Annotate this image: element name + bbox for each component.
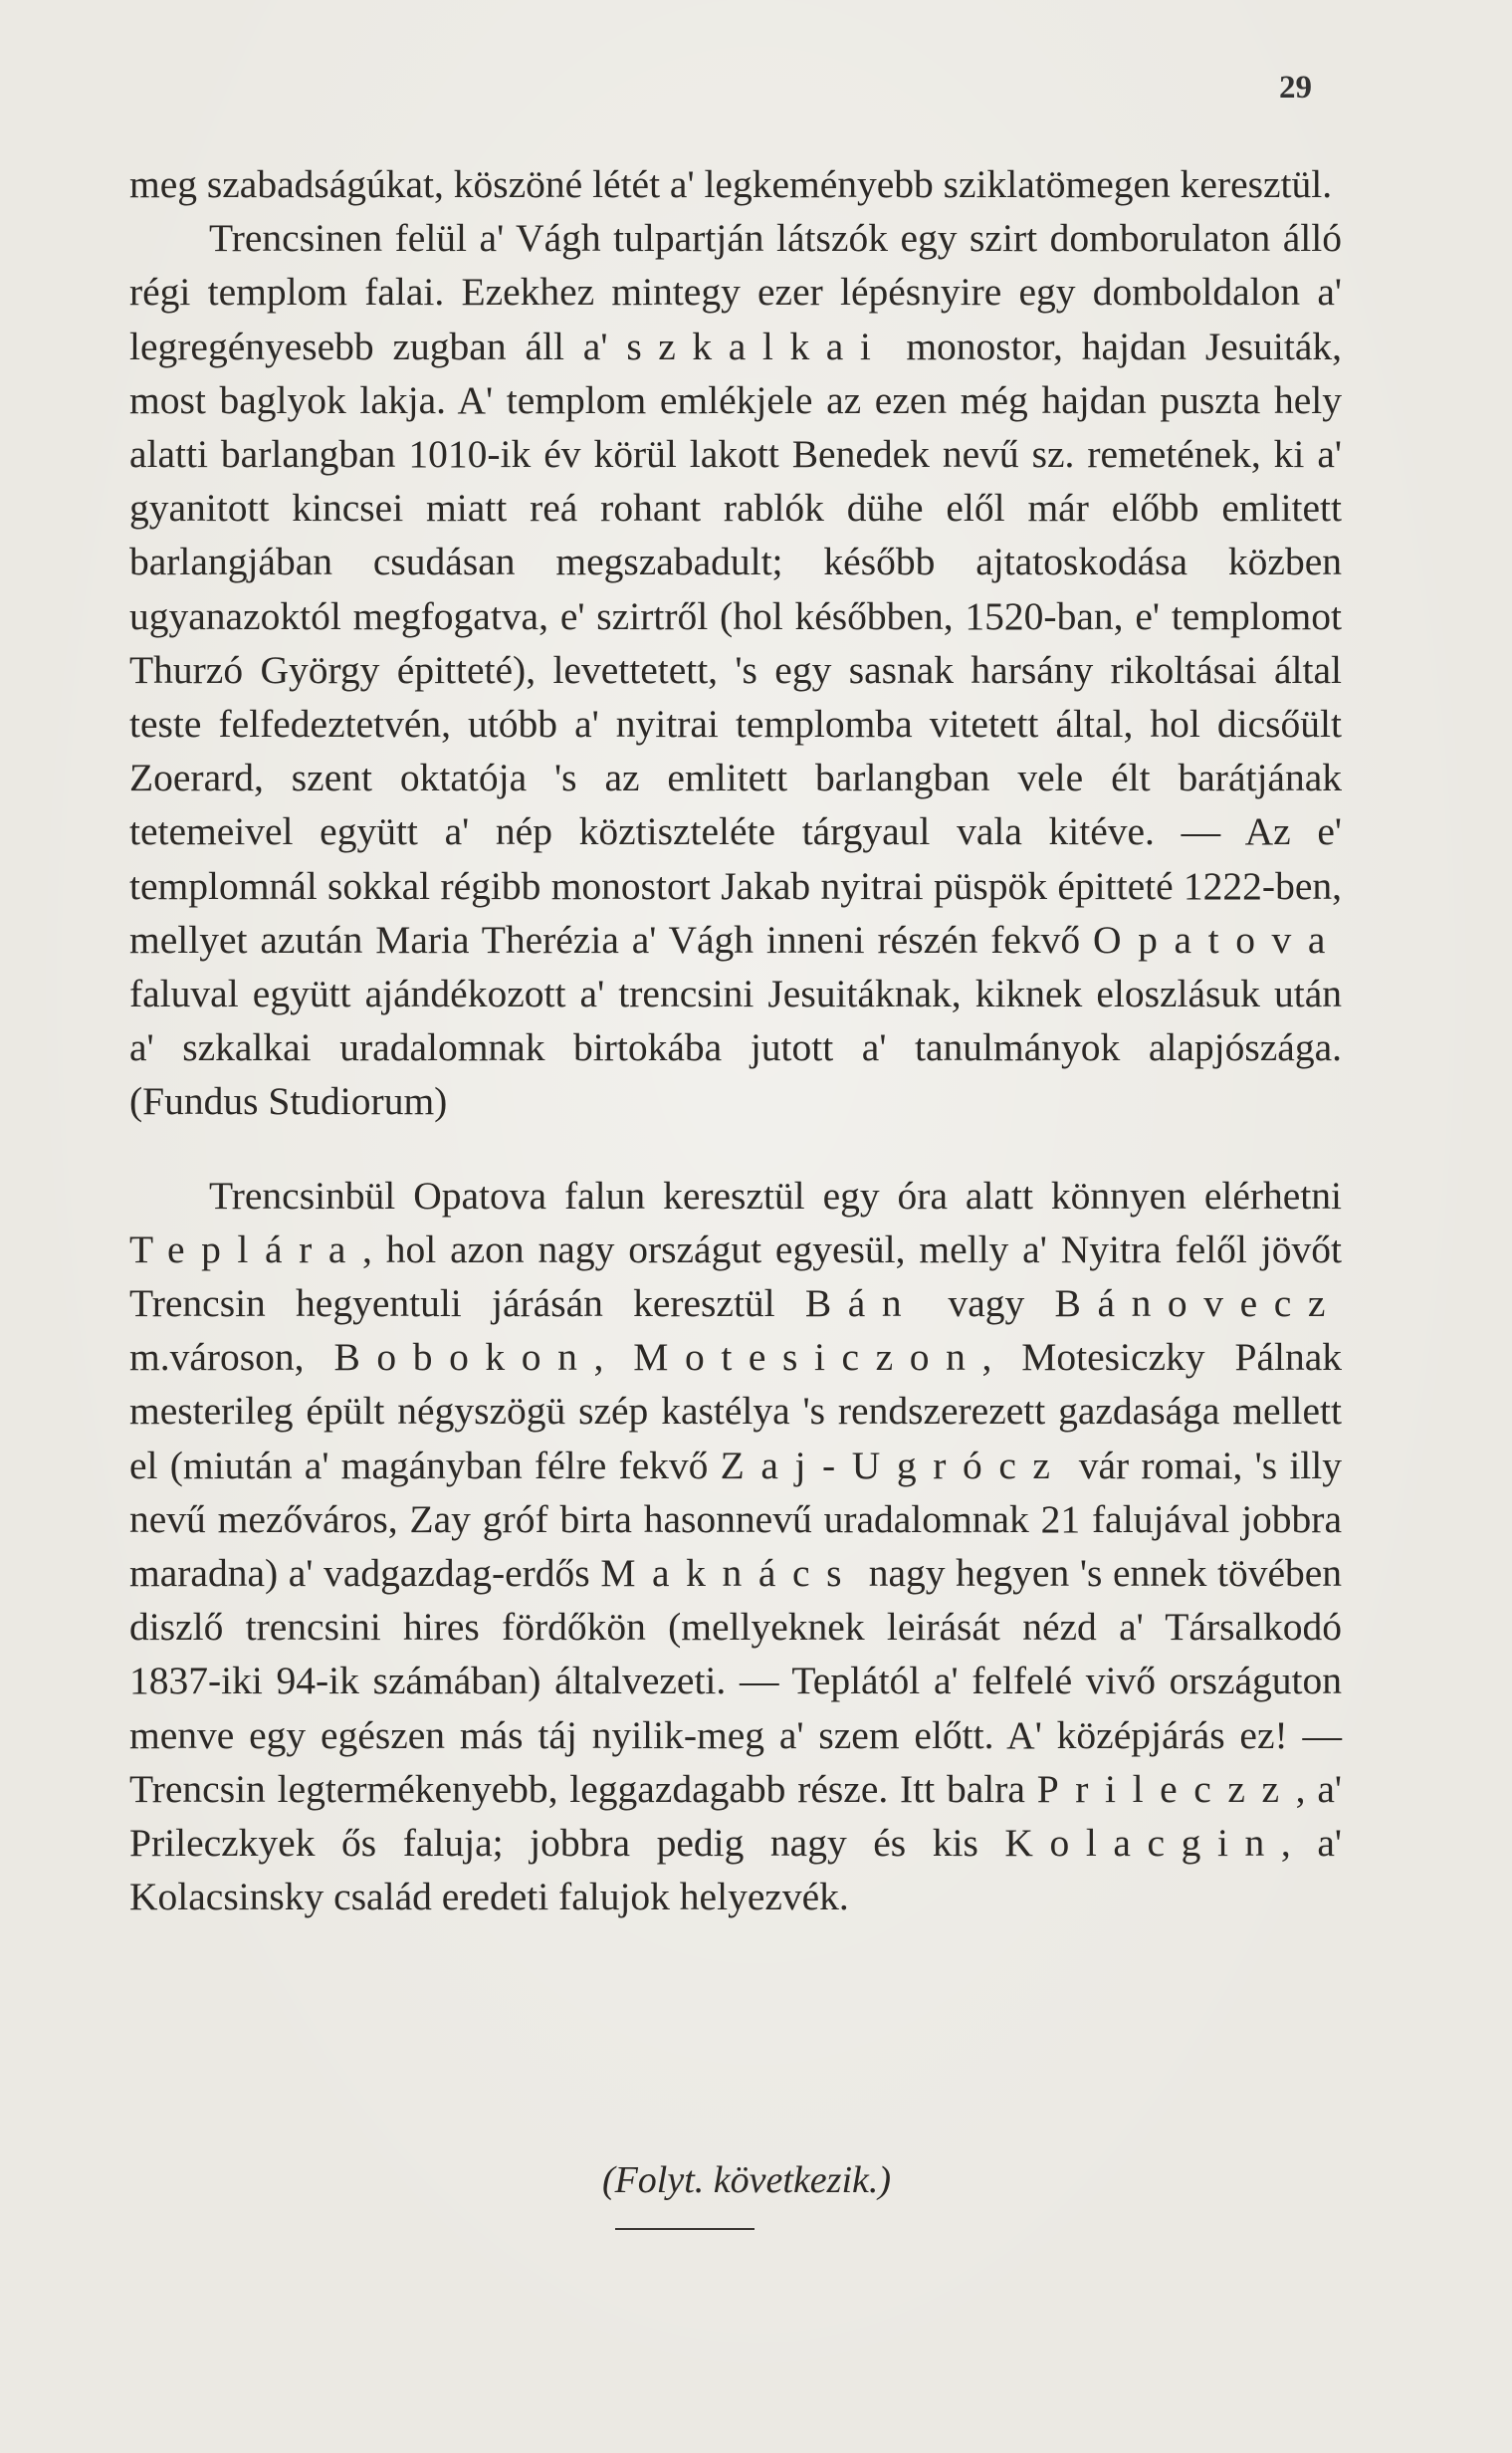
- spaced-name: Kolacgin: [1004, 1821, 1281, 1866]
- spaced-name: Zaj-Ugrócz: [720, 1443, 1067, 1487]
- text-run: , a' Kolacsinsky család eredeti falujok helyezvék.: [129, 1821, 1342, 1919]
- text-run: vár romai, 's illy nevű mezőváros, Zay gróf birta hasonnevű uradalomnak 21 falujával jobbra maradna) a' vadgazdag-erdős: [129, 1443, 1343, 1596]
- text-run: , a' Prileczkyek ős faluja; jobbra pedig nagy és kis: [129, 1766, 1342, 1866]
- spaced-name: Bán: [804, 1281, 919, 1326]
- spaced-name: Teplára: [129, 1226, 362, 1271]
- paragraph-2: [129, 211, 1342, 1128]
- body-text: [129, 157, 1342, 1924]
- spaced-name: Bánovecz: [1054, 1281, 1342, 1326]
- text-run: m.városon,: [129, 1335, 334, 1380]
- continuation-note: (Folyt. következik.): [601, 2159, 892, 2201]
- spaced-name: szkalkai: [626, 324, 888, 368]
- paragraph-3: [129, 1169, 1342, 1924]
- text-run: nagy hegyen 's ennek tövében diszlő trencsini hires fördőkön (mellyeknek leirását nézd a' Társalkodó 1837-iki 94-ik számában) általvezeti. — Teplától a' felfelé vivő országuton menve egy egészen más táj nyilik-meg a' szem előtt. A' középjárás ez! — Trencsin legtermékenyebb, leggazdagabb része. Itt balra: [129, 1551, 1343, 1811]
- closing-rule: [615, 2228, 755, 2230]
- spaced-name: Bobokon: [333, 1335, 594, 1380]
- text-run: Trencsinen felül a' Vágh tulpartján látszók egy szirt domborulaton álló régi templom falai. Ezekhez mintegy ezer lépésnyire egy domboldalon a' legregényesebb zugban áll a': [129, 216, 1342, 368]
- text-run: , Motesiczky Pálnak mesterileg épült négyszögü szép kastélya 's rendszerezett gazdasága mellett el (miután a' magányban félre fekvő: [129, 1335, 1342, 1487]
- spaced-name: Maknács: [600, 1551, 859, 1596]
- text-run: faluval együtt ajándékozott a' trencsini Jesuitáknak, kiknek eloszlásuk után a' szkalkai uradalomnak birtokába jutott a' tanulmányok alapjószága. (Fundus Studiorum): [129, 972, 1342, 1124]
- spaced-name: Motesiczon: [633, 1335, 982, 1380]
- text-run: Trencsinbül Opatova falun keresztül egy óra alatt könnyen elérhetni: [209, 1173, 1342, 1218]
- text-run: , hol azon nagy országut egyesül, melly a' Nyitra felől jövőt Trencsin hegyentuli járásán keresztül: [129, 1226, 1342, 1326]
- spaced-name: Prileczz: [1036, 1766, 1296, 1811]
- paragraph-1: meg szabadságúkat, köszöné létét a' legkeményebb sziklatömegen keresztül.: [129, 162, 1333, 206]
- page-number: 29: [1279, 70, 1312, 106]
- text-run: monostor, hajdan Jesuiták, most baglyok lakja. A' templom emlékjele az ezen még hajdan puszta hely alatti barlangban 1010-ik év körül lakott Benedek nevű sz. remetének, ki a' gyanitott kincsei miatt reá rohant rablók dühe elől már előbb emlitett barlangjában csudásan megszabadult; később ajtatoskodása közben ugyanazoktól megfogatva, e' szirtről (hol későbben, 1520-ban, e' templomot Thurzó György épitteté), levettetett, 's egy sasnak harsány rikoltásai által teste felfedeztetvén, utóbb a' nyitrai templomba vitetett által, hol dicsőült Zoerard, szent oktatója 's az emlitett barlangban vele élt barátjának tetemeivel együtt a' nép köztiszteléte tárgyaul vala kitéve. — Az e' templomnál sokkal régibb monostort Jakab nyitrai püspök épitteté 1222-ben, mellyet azután Maria Therézia a' Vágh inneni részén fekvő: [129, 324, 1343, 962]
- text-run: vagy: [918, 1281, 1055, 1326]
- spaced-name: Opatova: [1093, 917, 1342, 962]
- text-run: ,: [593, 1335, 634, 1380]
